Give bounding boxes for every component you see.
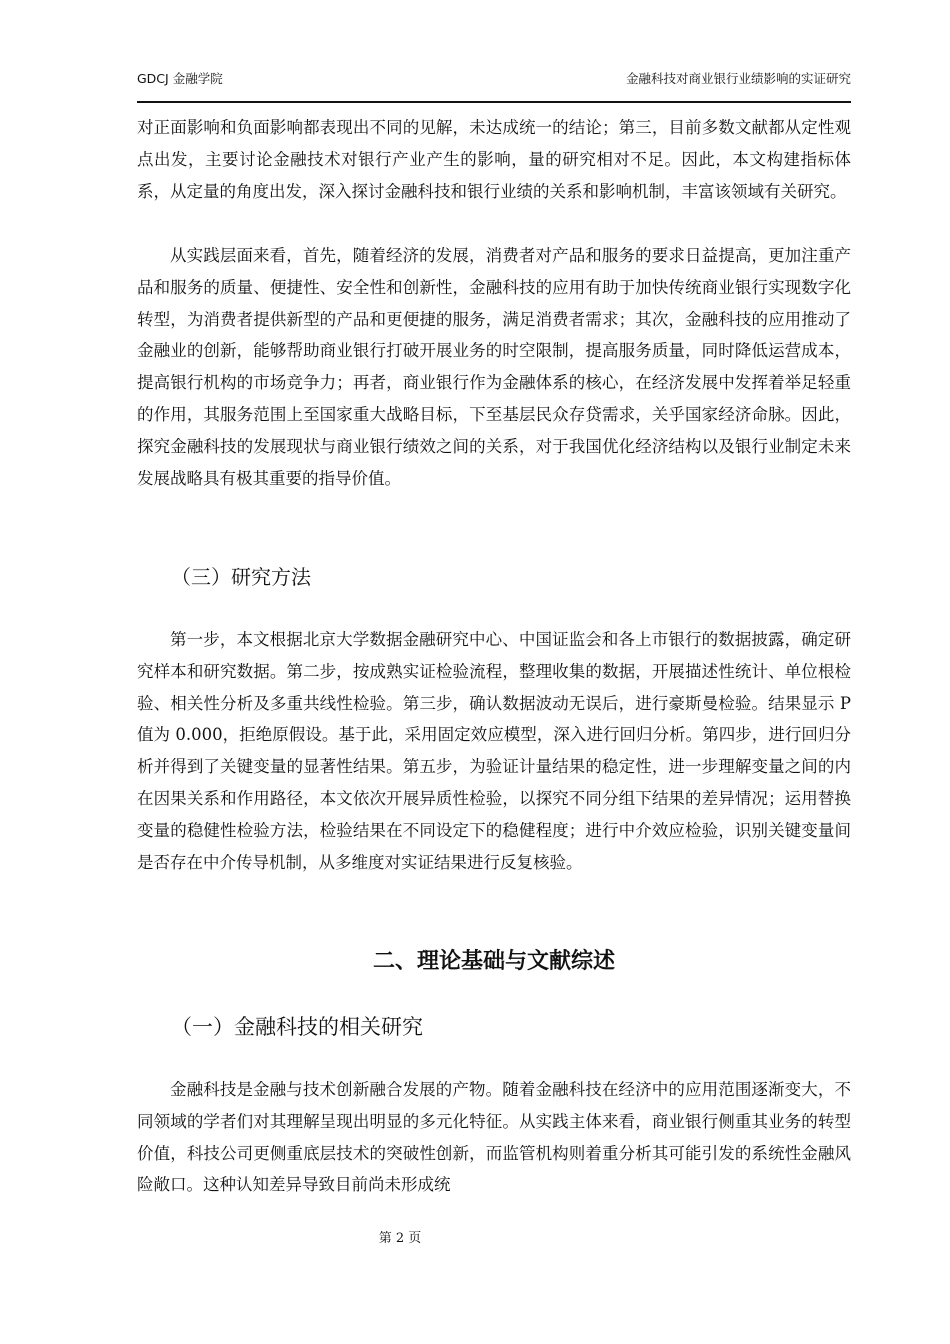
paragraph-conclusion-continued: 对正面影响和负面影响都表现出不同的见解，未达成统一的结论；第三，目前多数文献都从定性观点出发，主要讨论金融技术对银行产业产生的影响，量的研究相对不足。因此，本文构建指标体系，从定量的角度出发，深入探讨金融科技和银行业绩的关系和影响机制，丰富该领域有关研究。 bbox=[137, 118, 851, 201]
paragraph-practical-significance: 从实践层面来看，首先，随着经济的发展，消费者对产品和服务的要求日益提高，更加注重产品和服务的质量、便捷性、安全性和创新性，金融科技的应用有助于加快传统商业银行实现数字化转型，为消费者提供新型的产品和更便捷的服务，满足消费者需求；其次，金融科技的应用推动了金融业的创新，能够帮助商业银行打破开展业务的时空限制，提高服务质量，同时降低运营成本，提高银行机构的市场竞争力；再者，商业银行作为金融体系的核心，在经济发展中发挥着举足轻重的作用，其服务范围上至国家重大战略目标，下至基层民众存贷需求，关乎国家经济命脉。因此，探究金融科技的发展现状与商业银行绩效之间的关系，对于我国优化经济结构以及银行业制定未来发展战略具有极其重要的指导价值。 bbox=[137, 246, 851, 488]
paragraph-fintech-definition: 金融科技是金融与技术创新融合发展的产物。随着金融科技在经济中的应用范围逐渐变大，不同领域的学者们对其理解呈现出明显的多元化特征。从实践主体来看，商业银行侧重其业务的转型价值，科技公司更侧重底层技术的突破性创新，而监管机构则着重分析其可能引发的系统性金融风险敞口。这种认知差异导致目前尚未形成统 bbox=[137, 1080, 851, 1195]
paragraph-research-steps: 第一步，本文根据北京大学数据金融研究中心、中国证监会和各上市银行的数据披露，确定研究样本和研究数据。第二步，按成熟实证检验流程，整理收集的数据，开展描述性统计、单位根检验、相关性分析及多重共线性检验。第三步，确认数据波动无误后，进行豪斯曼检验。结果显示 P 值为 0.000，拒绝原假设。基于此，采用固定效应模型，深入进行回归分析。第四步，进行回归分析并得到了关键变量的显著性结果。第五步，为验证计量结果的稳定性，进一步理解变量之间的内在因果关系和作用路径，本文依次开展异质性检验，以探究不同分组下结果的差异情况；运用替换变量的稳健性检验方法，检验结果在不同设定下的稳健程度；进行中介效应检验，识别关键变量间是否存在中介传导机制，从多维度对实证结果进行反复核验。 bbox=[137, 630, 851, 872]
section-heading-fintech-research: （一）金融科技的相关研究 bbox=[171, 1015, 423, 1039]
section-heading-research-methods: （三）研究方法 bbox=[171, 565, 311, 589]
page-number: 第 2 页 bbox=[378, 1231, 422, 1246]
header-school: GDCJ 金融学院 bbox=[137, 71, 223, 86]
chapter-heading-theory-literature: 二、理论基础与文献综述 bbox=[372, 949, 615, 974]
page-header bbox=[137, 68, 851, 90]
header-divider bbox=[137, 101, 851, 103]
header-thesis-title: 金融科技对商业银行业绩影响的实证研究 bbox=[625, 71, 851, 86]
